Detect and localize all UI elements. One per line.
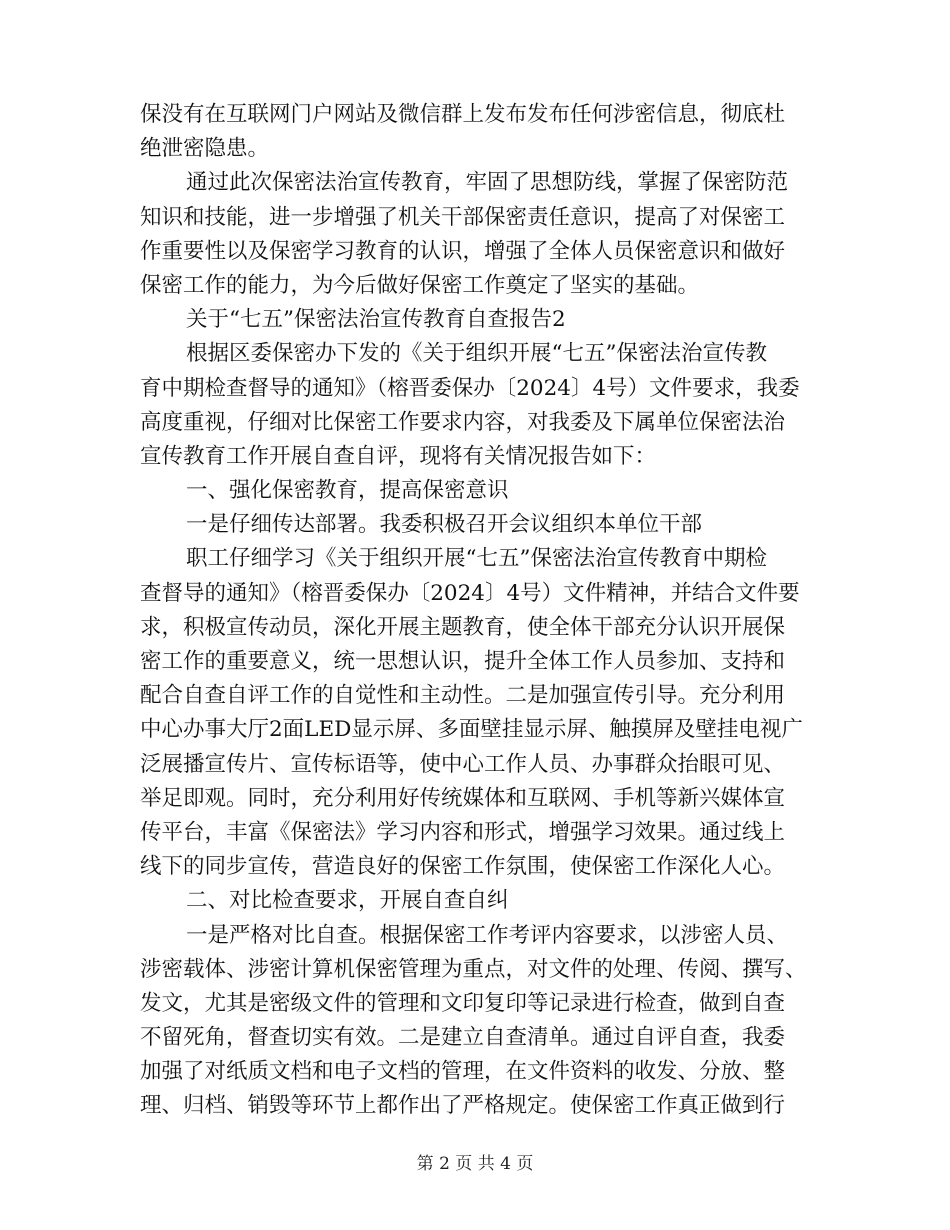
- text-line: 职工仔细学习《关于组织开展“七五”保密法治宣传教育中期检: [186, 546, 767, 572]
- text-line: 保密工作的能力，为今后做好保密工作奠定了坚实的基础。: [140, 272, 700, 298]
- text-line: 通过此次保密法治宣传教育，牢固了思想防线，掌握了保密防范: [186, 170, 789, 196]
- text-line: 不留死角，督查切实有效。二是建立自查清单。通过自评自查，我委: [140, 1025, 786, 1051]
- text-line: 配合自查自评工作的自觉性和主动性。二是加强宣传引导。充分利用: [140, 683, 786, 709]
- text-line: 发文，尤其是密级文件的管理和文印复印等记录进行检查，做到自查: [140, 990, 786, 1016]
- text-line: 绝泄密隐患。: [140, 136, 270, 162]
- text-line: 求，积极宣传动员，深化开展主题教育，使全体干部充分认识开展保: [140, 614, 786, 640]
- text-line: 线下的同步宣传，营造良好的保密工作氛围，使保密工作深化人心。: [140, 854, 786, 880]
- text-line: 高度重视，仔细对比保密工作要求内容，对我委及下属单位保密法治: [140, 409, 786, 435]
- text-line: 举足即观。同时，充分利用好传统媒体和互联网、手机等新兴媒体宣: [140, 785, 786, 811]
- text-line: 宣传教育工作开展自查自评，现将有关情况报告如下：: [140, 443, 657, 469]
- text-line: 泛展播宣传片、宣传标语等，使中心工作人员、办事群众抬眼可见、: [140, 751, 786, 777]
- text-line: 传平台，丰富《保密法》学习内容和形式，增强学习效果。通过线上: [140, 819, 786, 845]
- text-line: 一是严格对比自查。根据保密工作考评内容要求，以涉密人员、: [186, 922, 789, 948]
- text-line: 一是仔细传达部署。我委积极召开会议组织本单位干部: [186, 512, 703, 538]
- text-line: 理、归档、销毁等环节上都作出了严格规定。使保密工作真正做到行: [140, 1093, 786, 1119]
- heading: 一、强化保密教育，提高保密意识: [186, 478, 509, 504]
- text-line: 中心办事大厅2面LED显示屏、多面壁挂显示屏、触摸屏及壁挂电视广: [140, 717, 803, 743]
- text-line: 作重要性以及保密学习教育的认识，增强了全体人员保密意识和做好: [140, 238, 786, 264]
- text-line: 根据区委保密办下发的《关于组织开展“七五”保密法治宣传教: [186, 341, 767, 367]
- text-line: 加强了对纸质文档和电子文档的管理，在文件资料的收发、分放、整: [140, 1059, 786, 1085]
- text-line: 查督导的通知》（榕晋委保办〔2024〕4号）文件精神，并结合文件要: [140, 580, 800, 606]
- section-title: 关于“七五”保密法治宣传教育自查报告2: [186, 307, 566, 333]
- text-line: 育中期检查督导的通知》（榕晋委保办〔2024〕4号）文件要求，我委: [140, 375, 800, 401]
- text-line: 保没有在互联网门户网站及微信群上发布发布任何涉密信息，彻底杜: [140, 102, 786, 127]
- text-line: 密工作的重要意义，统一思想认识，提升全体工作人员参加、支持和: [140, 649, 786, 674]
- document-body: [140, 98, 807, 1124]
- heading: 二、对比检查要求，开展自查自纠: [186, 888, 509, 914]
- page-number: 第 2 页 共 4 页: [416, 1154, 534, 1174]
- text-line: 知识和技能，进一步增强了机关干部保密责任意识，提高了对保密工: [140, 204, 786, 230]
- text-line: 涉密载体、涉密计算机保密管理为重点，对文件的处理、传阅、撰写、: [140, 956, 807, 982]
